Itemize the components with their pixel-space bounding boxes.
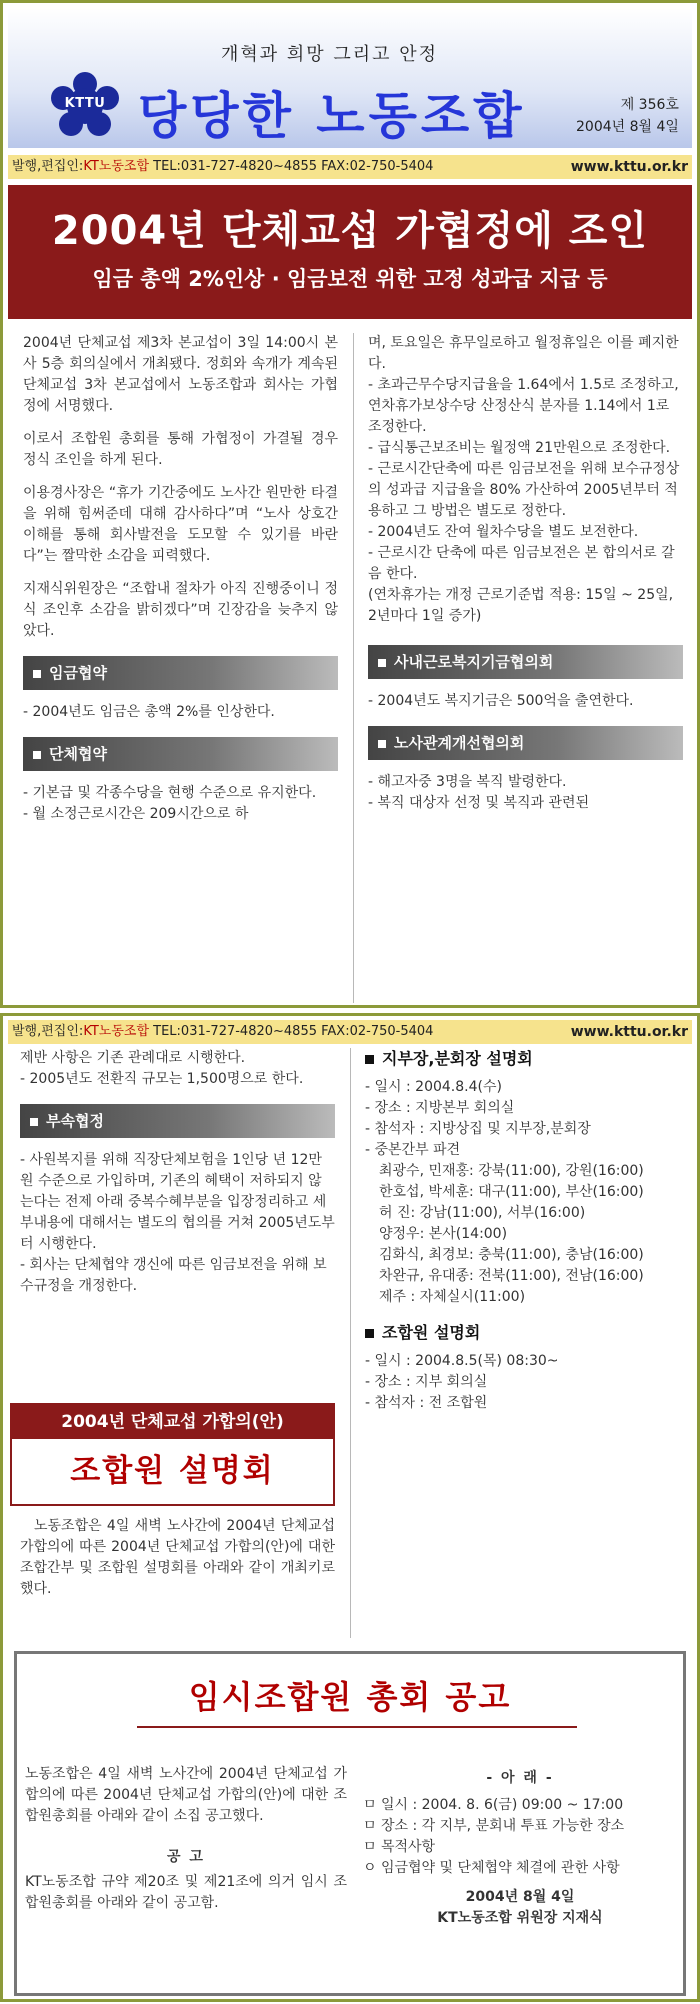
section-header-labor (368, 726, 683, 760)
briefing-box (10, 1403, 335, 1506)
square-bullet-icon (30, 1118, 38, 1126)
notice-title-underline (137, 1726, 577, 1728)
list-item: (연차휴가는 개정 근로기준법 적용: 15일 ~ 25일, 2년마다 1일 증가) (368, 587, 674, 624)
slogan: 개혁과 희망 그리고 안정 (221, 44, 439, 65)
list-item: - 2004년도 잔여 월차수당을 별도 보전한다. (368, 524, 639, 540)
list-item: - 2004년도 임금은 총액 2%를 인상한다. (23, 704, 275, 720)
list-item: 며, 토요일은 휴무일로하고 월정휴일은 이를 폐지한다. (368, 335, 679, 372)
section-header-member (365, 1322, 680, 1343)
list-item: 제반 사항은 기존 관례대로 시행한다. (20, 1050, 246, 1066)
issue-date: 2004년 8월 4일 (576, 119, 679, 135)
list-item: - 중본간부 파견 (365, 1142, 461, 1158)
article-column-4 (365, 1048, 680, 1414)
list-item: - 기본급 및 각종수당을 현행 수준으로 유지한다. (23, 785, 317, 801)
list-item: - 장소 : 지부 회의실 (365, 1374, 488, 1390)
square-bullet-icon (378, 659, 386, 667)
briefing-text-column (20, 1516, 335, 1612)
list-item: - 회사는 단체협약 갱신에 따른 임금보전을 위해 보수규정을 개정한다. (20, 1257, 327, 1294)
notice-right-column (363, 1768, 677, 1929)
list-item: - 참석자 : 전 조합원 (365, 1395, 488, 1411)
issue-info (576, 94, 679, 138)
list-item: - 근로시간 단축에 따른 임금보전은 본 합의서로 갈음 한다. (368, 545, 675, 582)
list-item: - 복직 대상자 선정 및 복직과 관련된 (368, 795, 590, 811)
square-bullet-icon (33, 751, 41, 759)
section-label: 조합원 설명회 (382, 1323, 481, 1342)
notice-below-heading: - 아 래 - (486, 1770, 554, 1786)
briefing-box-title: 2004년 단체교섭 가합의(안) (12, 1405, 333, 1439)
notice-item: ㅁ 일시 : 2004. 8. 6(금) 09:00 ~ 17:00 (363, 1797, 624, 1813)
publisher-org: KT노동조합 (83, 1024, 150, 1039)
article-paragraph: 지재식위원장은 “조합내 절차가 아직 진행중이니 정식 조인후 소감을 밝히겠다”며 긴장감을 늦추지 않았다. (23, 581, 338, 639)
square-bullet-icon (33, 670, 41, 678)
list-item: - 2004년도 복지기금은 500억을 출연한다. (368, 693, 634, 709)
notice-paragraph: KT노동조합 규약 제20조 및 제21조에 의거 임시 조합원총회를 아래와 같이 공고함. (25, 1874, 347, 1911)
headline-title: 2004년 단체교섭 가협정에 조인 (51, 208, 649, 254)
headline-subtitle: 임금 총액 2%인상 · 임금보전 위한 고정 성과급 지급 등 (92, 267, 608, 291)
list-item: 허 진: 강남(11:00), 서부(16:00) (379, 1205, 586, 1221)
notice-gonggo-heading: 공 고 (167, 1849, 205, 1865)
notice-item: ㅇ 임금협약 및 단체협약 체결에 관한 사항 (363, 1860, 620, 1876)
list-item: 차완규, 유대종: 전북(11:00), 전남(16:00) (379, 1268, 644, 1284)
notice-title: 임시조합원 총회 공고 (188, 1678, 512, 1716)
publisher-contact: TEL:031-727-4820~4855 FAX:02-750-5404 (149, 159, 434, 174)
section-label: 단체협약 (49, 745, 107, 763)
section-label: 노사관계개선협의회 (394, 734, 525, 752)
article-paragraph: 이용경사장은 “휴가 기간중에도 노사간 원만한 타결을 위해 힘써준데 대해 감사하다”며 “노사 상호간 이해를 통해 회사발전을 도모할 수 있기를 바란다”는 짤막한 소감을 피력했다. (23, 485, 338, 564)
column-divider (350, 1048, 351, 1638)
newsletter-title: 당당한 노동조합 (138, 87, 526, 145)
publisher-contact: TEL:031-727-4820~4855 FAX:02-750-5404 (149, 1024, 434, 1039)
section-header-branch (365, 1048, 680, 1069)
headline-banner (8, 185, 692, 319)
notice-signer: KT노동조합 위원장 지재식 (437, 1910, 603, 1926)
publisher-label: 발행,편집인: (12, 1024, 84, 1039)
column-divider (353, 333, 354, 1003)
list-item: - 일시 : 2004.8.4(수) (365, 1079, 502, 1095)
general-meeting-notice (14, 1651, 686, 1996)
list-item: 김화식, 최경보: 충북(11:00), 충남(16:00) (379, 1247, 644, 1263)
publisher-org: KT노동조합 (83, 159, 150, 174)
section-header-welfare (368, 645, 683, 679)
list-item: - 근로시간단축에 따른 임금보전을 위해 보수규정상의 성과급 지급율을 80% 가산하여 2005년부터 적용하고 그 방법은 별도로 정한다. (368, 461, 680, 519)
square-bullet-icon (365, 1329, 374, 1338)
kttu-logo (49, 72, 121, 138)
issue-number: 제 356호 (620, 97, 679, 113)
section-header-wage (23, 656, 338, 690)
section-label: 사내근로복지기금협의회 (394, 653, 554, 671)
briefing-box-heading: 조합원 설명회 (70, 1453, 275, 1489)
article-column-2 (368, 333, 683, 814)
article-paragraph: 이로서 조합원 총회를 통해 가협정이 가결될 경우 정식 조인을 하게 된다. (23, 431, 338, 468)
list-item: 한호섭, 박세훈: 대구(11:00), 부산(16:00) (379, 1184, 644, 1200)
publisher-bar (8, 1020, 692, 1044)
section-header-annex (20, 1104, 335, 1138)
section-label: 임금협약 (49, 664, 107, 682)
publisher-bar (8, 155, 692, 179)
list-item: - 월 소정근로시간은 209시간으로 하 (23, 806, 249, 822)
section-label: 지부장,분회장 설명회 (382, 1049, 533, 1068)
logo-text: KTTU (64, 96, 106, 111)
list-item: - 일시 : 2004.8.5(목) 08:30~ (365, 1353, 559, 1369)
list-item: - 급식통근보조비는 월정액 21만원으로 조정한다. (368, 440, 671, 456)
website-link[interactable]: www.kttu.or.kr (570, 1024, 688, 1040)
square-bullet-icon (365, 1055, 374, 1064)
list-item: 제주 : 자체실시(11:00) (379, 1289, 526, 1305)
notice-item: ㅁ 목적사항 (363, 1839, 436, 1855)
notice-left-column (25, 1764, 347, 1914)
list-item: 양정우: 본사(14:00) (379, 1226, 508, 1242)
section-header-collective (23, 737, 338, 771)
article-paragraph: 2004년 단체교섭 제3차 본교섭이 3일 14:00시 본사 5층 회의실에서 개최됐다. 정회와 속개가 계속된 단체교섭 3차 본교섭에서 노동조합과 회사는 가협정에 서명했다. (23, 335, 338, 414)
square-bullet-icon (378, 740, 386, 748)
notice-item: ㅁ 장소 : 각 지부, 분회내 투표 가능한 장소 (363, 1818, 625, 1834)
article-column-1 (23, 333, 338, 825)
section-label: 부속협정 (46, 1112, 104, 1130)
masthead (8, 8, 692, 148)
article-column-3 (20, 1048, 335, 1297)
notice-date: 2004년 8월 4일 (465, 1889, 575, 1905)
article-paragraph: 노동조합은 4일 새벽 노사간에 2004년 단체교섭 가합의에 따른 2004년 단체교섭 가합의(안)에 대한 조합간부 및 조합원 설명회를 아래와 같이 개최키로 했다. (20, 1518, 335, 1597)
list-item: - 사원복지를 위해 직장단체보험을 1인당 년 12만원 수준으로 가입하며, 기존의 혜택이 저하되지 않는다는 전제 아래 중복수혜부분을 입장정리하고 세부내용에 대해서는 별도의 협의를 거쳐 2005년도부터 시행한다. (20, 1152, 335, 1252)
website-link[interactable]: www.kttu.or.kr (570, 159, 688, 175)
list-item: - 장소 : 지방본부 회의실 (365, 1100, 515, 1116)
list-item: - 2005년도 전환직 규모는 1,500명으로 한다. (20, 1071, 304, 1087)
list-item: - 초과근무수당지급율을 1.64에서 1.5로 조정하고, 연차휴가보상수당 산정산식 분자를 1.14에서 1로 조정한다. (368, 377, 679, 435)
notice-paragraph: 노동조합은 4일 새벽 노사간에 2004년 단체교섭 가합의에 따른 2004년 단체교섭 가합의(안)에 대한 조합원총회를 아래와 같이 소집 공고했다. (25, 1766, 347, 1824)
list-item: - 해고자중 3명을 복직 발령한다. (368, 774, 567, 790)
list-item: 최광수, 민재홍: 강북(11:00), 강원(16:00) (379, 1163, 644, 1179)
list-item: - 참석자 : 지방상집 및 지부장,분회장 (365, 1121, 591, 1137)
publisher-label: 발행,편집인: (12, 159, 84, 174)
